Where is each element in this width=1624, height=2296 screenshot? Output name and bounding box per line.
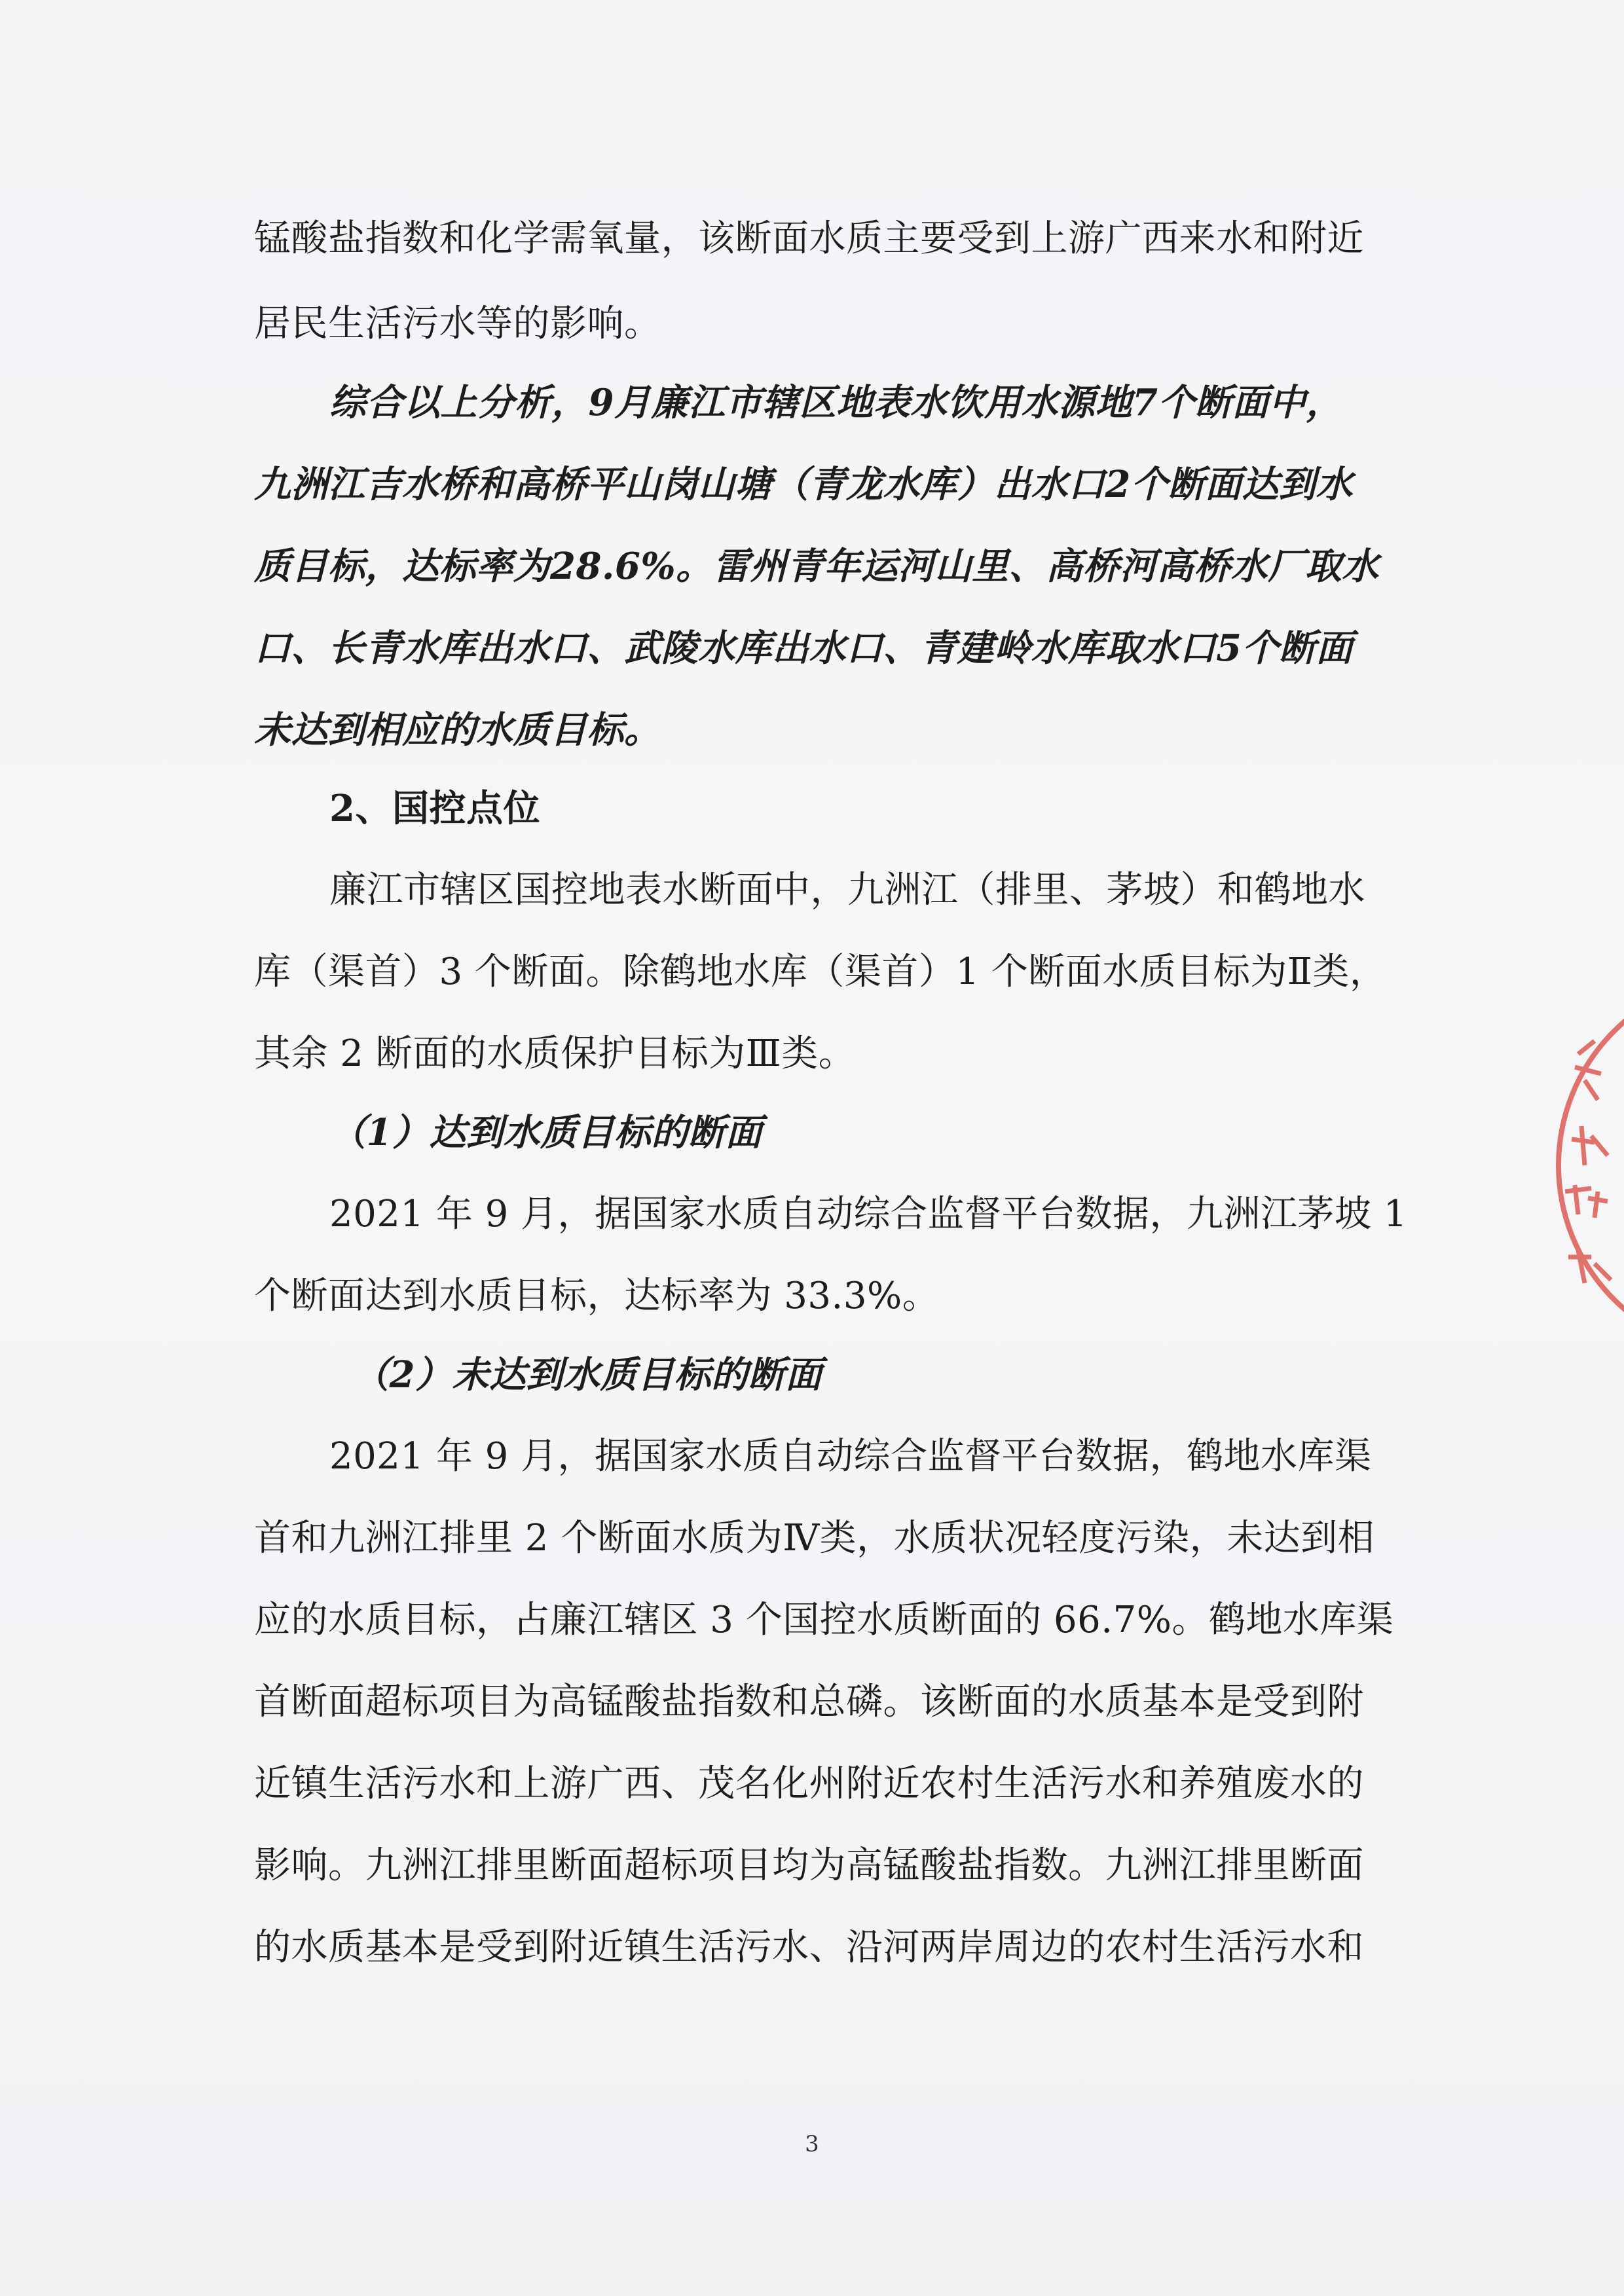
paragraph-line: 个断面达到水质目标，达标率为 33.3%。	[254, 1275, 940, 1317]
subsection-heading: （1）达到水质目标的断面	[329, 1111, 762, 1154]
paragraph-line: 2021 年 9 月，据国家水质自动综合监督平台数据，鹤地水库渠	[329, 1435, 1372, 1478]
paragraph-line: 首和九洲江排里 2 个断面水质为Ⅳ类，水质状况轻度污染，未达到相	[254, 1517, 1375, 1559]
paragraph-line: 廉江市辖区国控地表水断面中，九洲江（排里、茅坡）和鹤地水	[329, 869, 1365, 911]
red-seal-stamp	[1552, 995, 1624, 1336]
paragraph-line: 库（渠首）3 个断面。除鹤地水库（渠首）1 个断面水质目标为Ⅱ类，	[254, 951, 1387, 993]
subsection-heading: （2）未达到水质目标的断面	[352, 1353, 822, 1396]
summary-line: 质目标，达标率为28.6%。雷州青年运河山里、高桥河高桥水厂取水	[254, 545, 1379, 588]
paragraph-line: 影响。九洲江排里断面超标项目均为高锰酸盐指数。九洲江排里断面	[254, 1844, 1364, 1887]
paragraph-line: 其余 2 断面的水质保护目标为Ⅲ类。	[254, 1032, 856, 1075]
paragraph-line: 2021 年 9 月，据国家水质自动综合监督平台数据，九洲江茅坡 1	[329, 1193, 1407, 1235]
paragraph-line: 锰酸盐指数和化学需氧量，该断面水质主要受到上游广西来水和附近	[254, 217, 1364, 260]
page-number: 3	[805, 2131, 819, 2157]
summary-line: 未达到相应的水质目标。	[254, 708, 661, 752]
paragraph-line: 首断面超标项目为高锰酸盐指数和总磷。该断面的水质基本是受到附	[254, 1681, 1364, 1723]
paragraph-line: 的水质基本是受到附近镇生活污水、沿河两岸周边的农村生活污水和	[254, 1926, 1364, 1969]
paragraph-line: 应的水质目标，占廉江辖区 3 个国控水质断面的 66.7%。鹤地水库渠	[254, 1599, 1394, 1641]
seal-graphic	[1552, 995, 1624, 1336]
paragraph-line: 近镇生活污水和上游广西、茂名化州附近农村生活污水和养殖废水的	[254, 1762, 1364, 1805]
summary-line: 综合以上分析，9月廉江市辖区地表水饮用水源地7个断面中，	[329, 381, 1343, 424]
paragraph-line: 居民生活污水等的影响。	[254, 302, 661, 345]
section-heading: 2、国控点位	[329, 787, 540, 830]
summary-line: 九洲江吉水桥和高桥平山岗山塘（青龙水库）出水口2个断面达到水	[254, 463, 1353, 506]
summary-line: 口、长青水库出水口、武陵水库出水口、青建岭水库取水口5个断面	[254, 627, 1353, 670]
